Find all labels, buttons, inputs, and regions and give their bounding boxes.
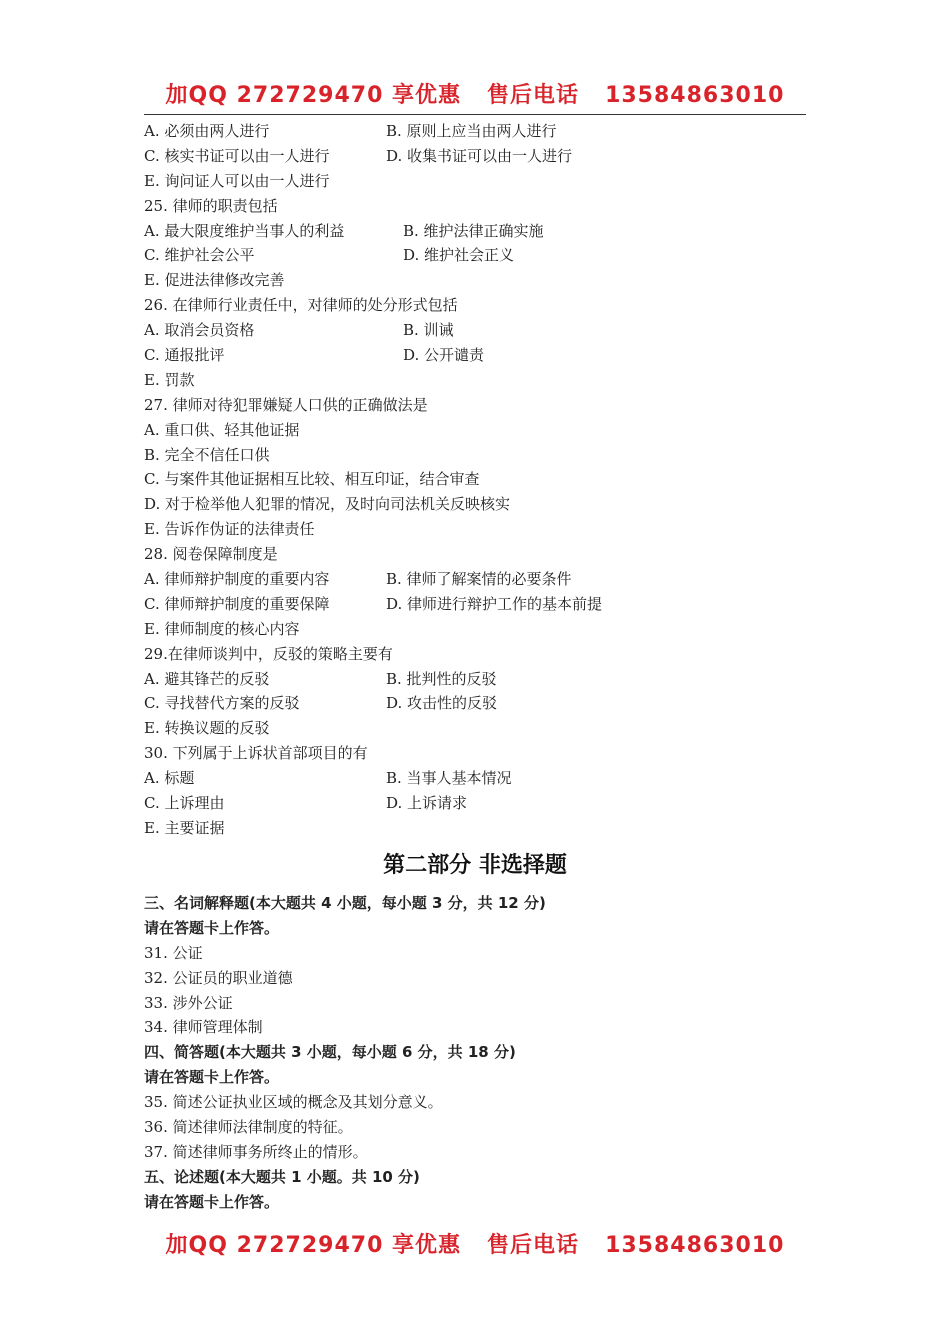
q26-option-a: A. 取消会员资格: [144, 321, 255, 340]
q28-option-d: D. 律师进行辩护工作的基本前提: [386, 594, 603, 613]
answer-note: 请在答题卡上作答。: [144, 1068, 280, 1087]
q34-text: 34. 律师管理体制: [144, 1018, 263, 1037]
section-4-heading: 四、简答题(本大题共 3 小题，每小题 6 分，共 18 分): [144, 1043, 516, 1062]
q37-text: 37. 简述律师事务所终止的情形。: [144, 1142, 368, 1161]
q26-option-d: D. 公开谴责: [403, 346, 485, 365]
q27-option-e: E. 告诉作伪证的法律责任: [144, 520, 315, 539]
q28-option-b: B. 律师了解案情的必要条件: [386, 570, 572, 589]
q31-text: 31. 公证: [144, 943, 203, 962]
q27-option-d: D. 对于检举他人犯罪的情况，及时向司法机关反映核实: [144, 495, 511, 514]
q32-text: 32. 公证员的职业道德: [144, 968, 293, 987]
section-5-heading: 五、论述题(本大题共 1 小题。共 10 分): [144, 1167, 420, 1186]
option-row: [144, 691, 806, 716]
answer-note: 请在答题卡上作答。: [144, 918, 280, 937]
option-row: [144, 219, 806, 244]
part-two-title: 第二部分 非选择题: [383, 853, 567, 878]
q29-option-e: E. 转换议题的反驳: [144, 719, 270, 738]
option-row: [144, 119, 806, 144]
option-row: [144, 343, 806, 368]
q27-option-c: C. 与案件其他证据相互比较、相互印证，结合审查: [144, 470, 480, 489]
q24-option-d: D. 收集书证可以由一人进行: [386, 146, 573, 165]
q29-option-a: A. 避其锋芒的反驳: [144, 669, 270, 688]
q25-stem: 25. 律师的职责包括: [144, 196, 278, 215]
promo-qq-text: 加QQ 272729470 享优惠: [165, 1233, 462, 1258]
header-divider: [144, 114, 806, 115]
q26-option-b: B. 训诫: [403, 321, 454, 340]
promo-qq-text: 加QQ 272729470 享优惠: [165, 83, 462, 108]
q30-option-c: C. 上诉理由: [144, 794, 225, 813]
q30-option-e: E. 主要证据: [144, 818, 225, 837]
option-row: [144, 144, 806, 169]
option-row: [144, 318, 806, 343]
q25-option-e: E. 促进法律修改完善: [144, 271, 285, 290]
promo-banner-top: [0, 78, 950, 109]
q30-option-a: A. 标题: [144, 769, 195, 788]
promo-phone-number: 13584863010: [605, 1233, 785, 1258]
option-row: [144, 791, 806, 816]
q25-option-b: B. 维护法律正确实施: [403, 221, 544, 240]
q30-stem: 30. 下列属于上诉状首部项目的有: [144, 744, 368, 763]
q29-option-c: C. 寻找替代方案的反驳: [144, 694, 300, 713]
promo-phone-label: 售后电话: [487, 83, 580, 108]
q29-stem: 29.在律师谈判中，反驳的策略主要有: [144, 644, 393, 663]
q24-option-e: E. 询问证人可以由一人进行: [144, 171, 330, 190]
q28-option-a: A. 律师辩护制度的重要内容: [144, 570, 330, 589]
option-row: [144, 567, 806, 592]
promo-phone-label: 售后电话: [487, 1233, 580, 1258]
q28-option-c: C. 律师辩护制度的重要保障: [144, 594, 330, 613]
q25-option-d: D. 维护社会正义: [403, 246, 515, 265]
q26-stem: 26. 在律师行业责任中，对律师的处分形式包括: [144, 296, 458, 315]
q25-option-c: C. 维护社会公平: [144, 246, 255, 265]
q27-option-b: B. 完全不信任口供: [144, 445, 270, 464]
q28-option-e: E. 律师制度的核心内容: [144, 619, 300, 638]
q33-text: 33. 涉外公证: [144, 993, 233, 1012]
q28-stem: 28. 阅卷保障制度是: [144, 545, 278, 564]
multiple-choice-section: [144, 119, 806, 841]
q35-text: 35. 简述公证执业区域的概念及其划分意义。: [144, 1093, 443, 1112]
q27-stem: 27. 律师对待犯罪嫌疑人口供的正确做法是: [144, 395, 428, 414]
q30-option-b: B. 当事人基本情况: [386, 769, 512, 788]
section-3-heading: 三、名词解释题(本大题共 4 小题，每小题 3 分，共 12 分): [144, 894, 546, 912]
q29-option-d: D. 攻击性的反驳: [386, 694, 498, 713]
option-row: [144, 667, 806, 692]
q26-option-c: C. 通报批评: [144, 346, 225, 365]
q30-option-d: D. 上诉请求: [386, 794, 468, 813]
promo-phone-number: 13584863010: [605, 83, 785, 108]
answer-note: 请在答题卡上作答。: [144, 1192, 280, 1211]
option-row: [144, 243, 806, 268]
option-row: [144, 766, 806, 791]
q24-option-c: C. 核实书证可以由一人进行: [144, 146, 330, 165]
non-choice-section: [144, 891, 806, 1215]
promo-banner-bottom: [0, 1228, 950, 1259]
q24-option-b: B. 原则上应当由两人进行: [386, 122, 557, 140]
q24-option-a: A. 必须由两人进行: [144, 122, 270, 140]
q29-option-b: B. 批判性的反驳: [386, 669, 497, 688]
option-row: [144, 592, 806, 617]
q26-option-e: E. 罚款: [144, 370, 195, 389]
q25-option-a: A. 最大限度维护当事人的利益: [144, 221, 345, 240]
q36-text: 36. 简述律师法律制度的特征。: [144, 1118, 353, 1137]
q27-option-a: A. 重口供、轻其他证据: [144, 420, 300, 439]
